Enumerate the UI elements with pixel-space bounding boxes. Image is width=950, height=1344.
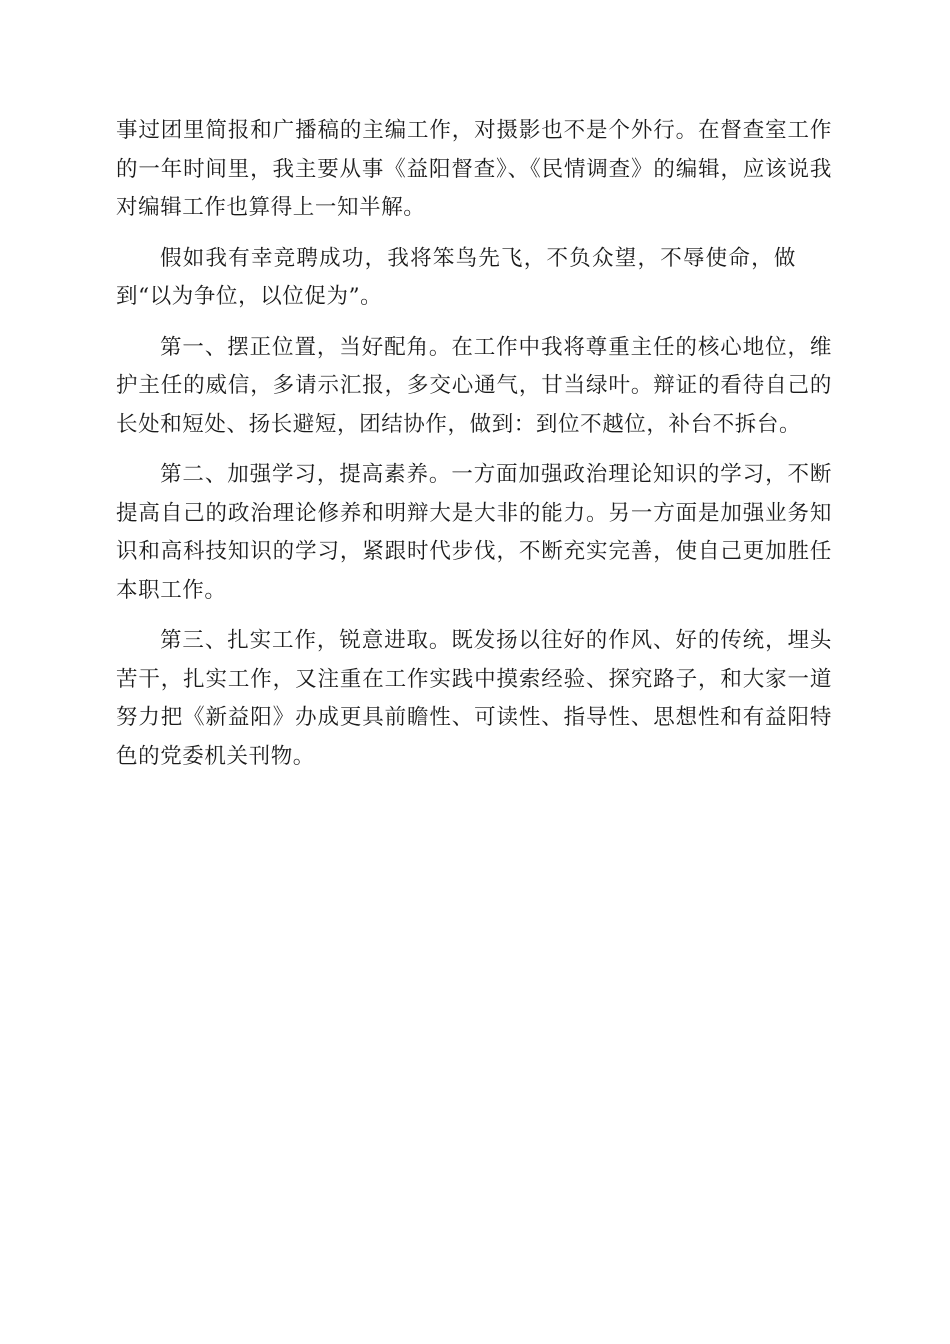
paragraph-point-three: 第三、扎实工作，锐意进取。既发扬以往好的作风、好的传统，埋头苦干，扎实工作，又注重在工作实践中摸索经验、探究路子，和大家一道努力把《新益阳》办成更具前瞻性、可读性、指导性、思想性和有益阳特色的党委机关刊物。 [116,628,832,769]
paragraph-point-one: 第一、摆正位置，当好配角。在工作中我将尊重主任的核心地位，维护主任的威信，多请示汇报，多交心通气，甘当绿叶。辩证的看待自己的长处和短处、扬长避短，团结协作，做到：到位不越位，补台不拆台。 [116,334,832,437]
paragraph-competition-pledge: 假如我有幸竞聘成功，我将笨鸟先飞，不负众望，不辱使命，做到“以为争位，以位促为”。 [116,245,796,309]
document-body [116,112,832,788]
paragraph-continued: 事过团里简报和广播稿的主编工作，对摄影也不是个外行。在督查室工作的一年时间里，我主要从事《益阳督查》、《民情调查》的编辑，应该说我对编辑工作也算得上一知半解。 [116,118,832,220]
paragraph-point-two: 第二、加强学习，提高素养。一方面加强政治理论知识的学习，不断提高自己的政治理论修养和明辩大是大非的能力。另一方面是加强业务知识和高科技知识的学习，紧跟时代步伐，不断充实完善，使自己更加胜任本职工作。 [116,462,832,603]
